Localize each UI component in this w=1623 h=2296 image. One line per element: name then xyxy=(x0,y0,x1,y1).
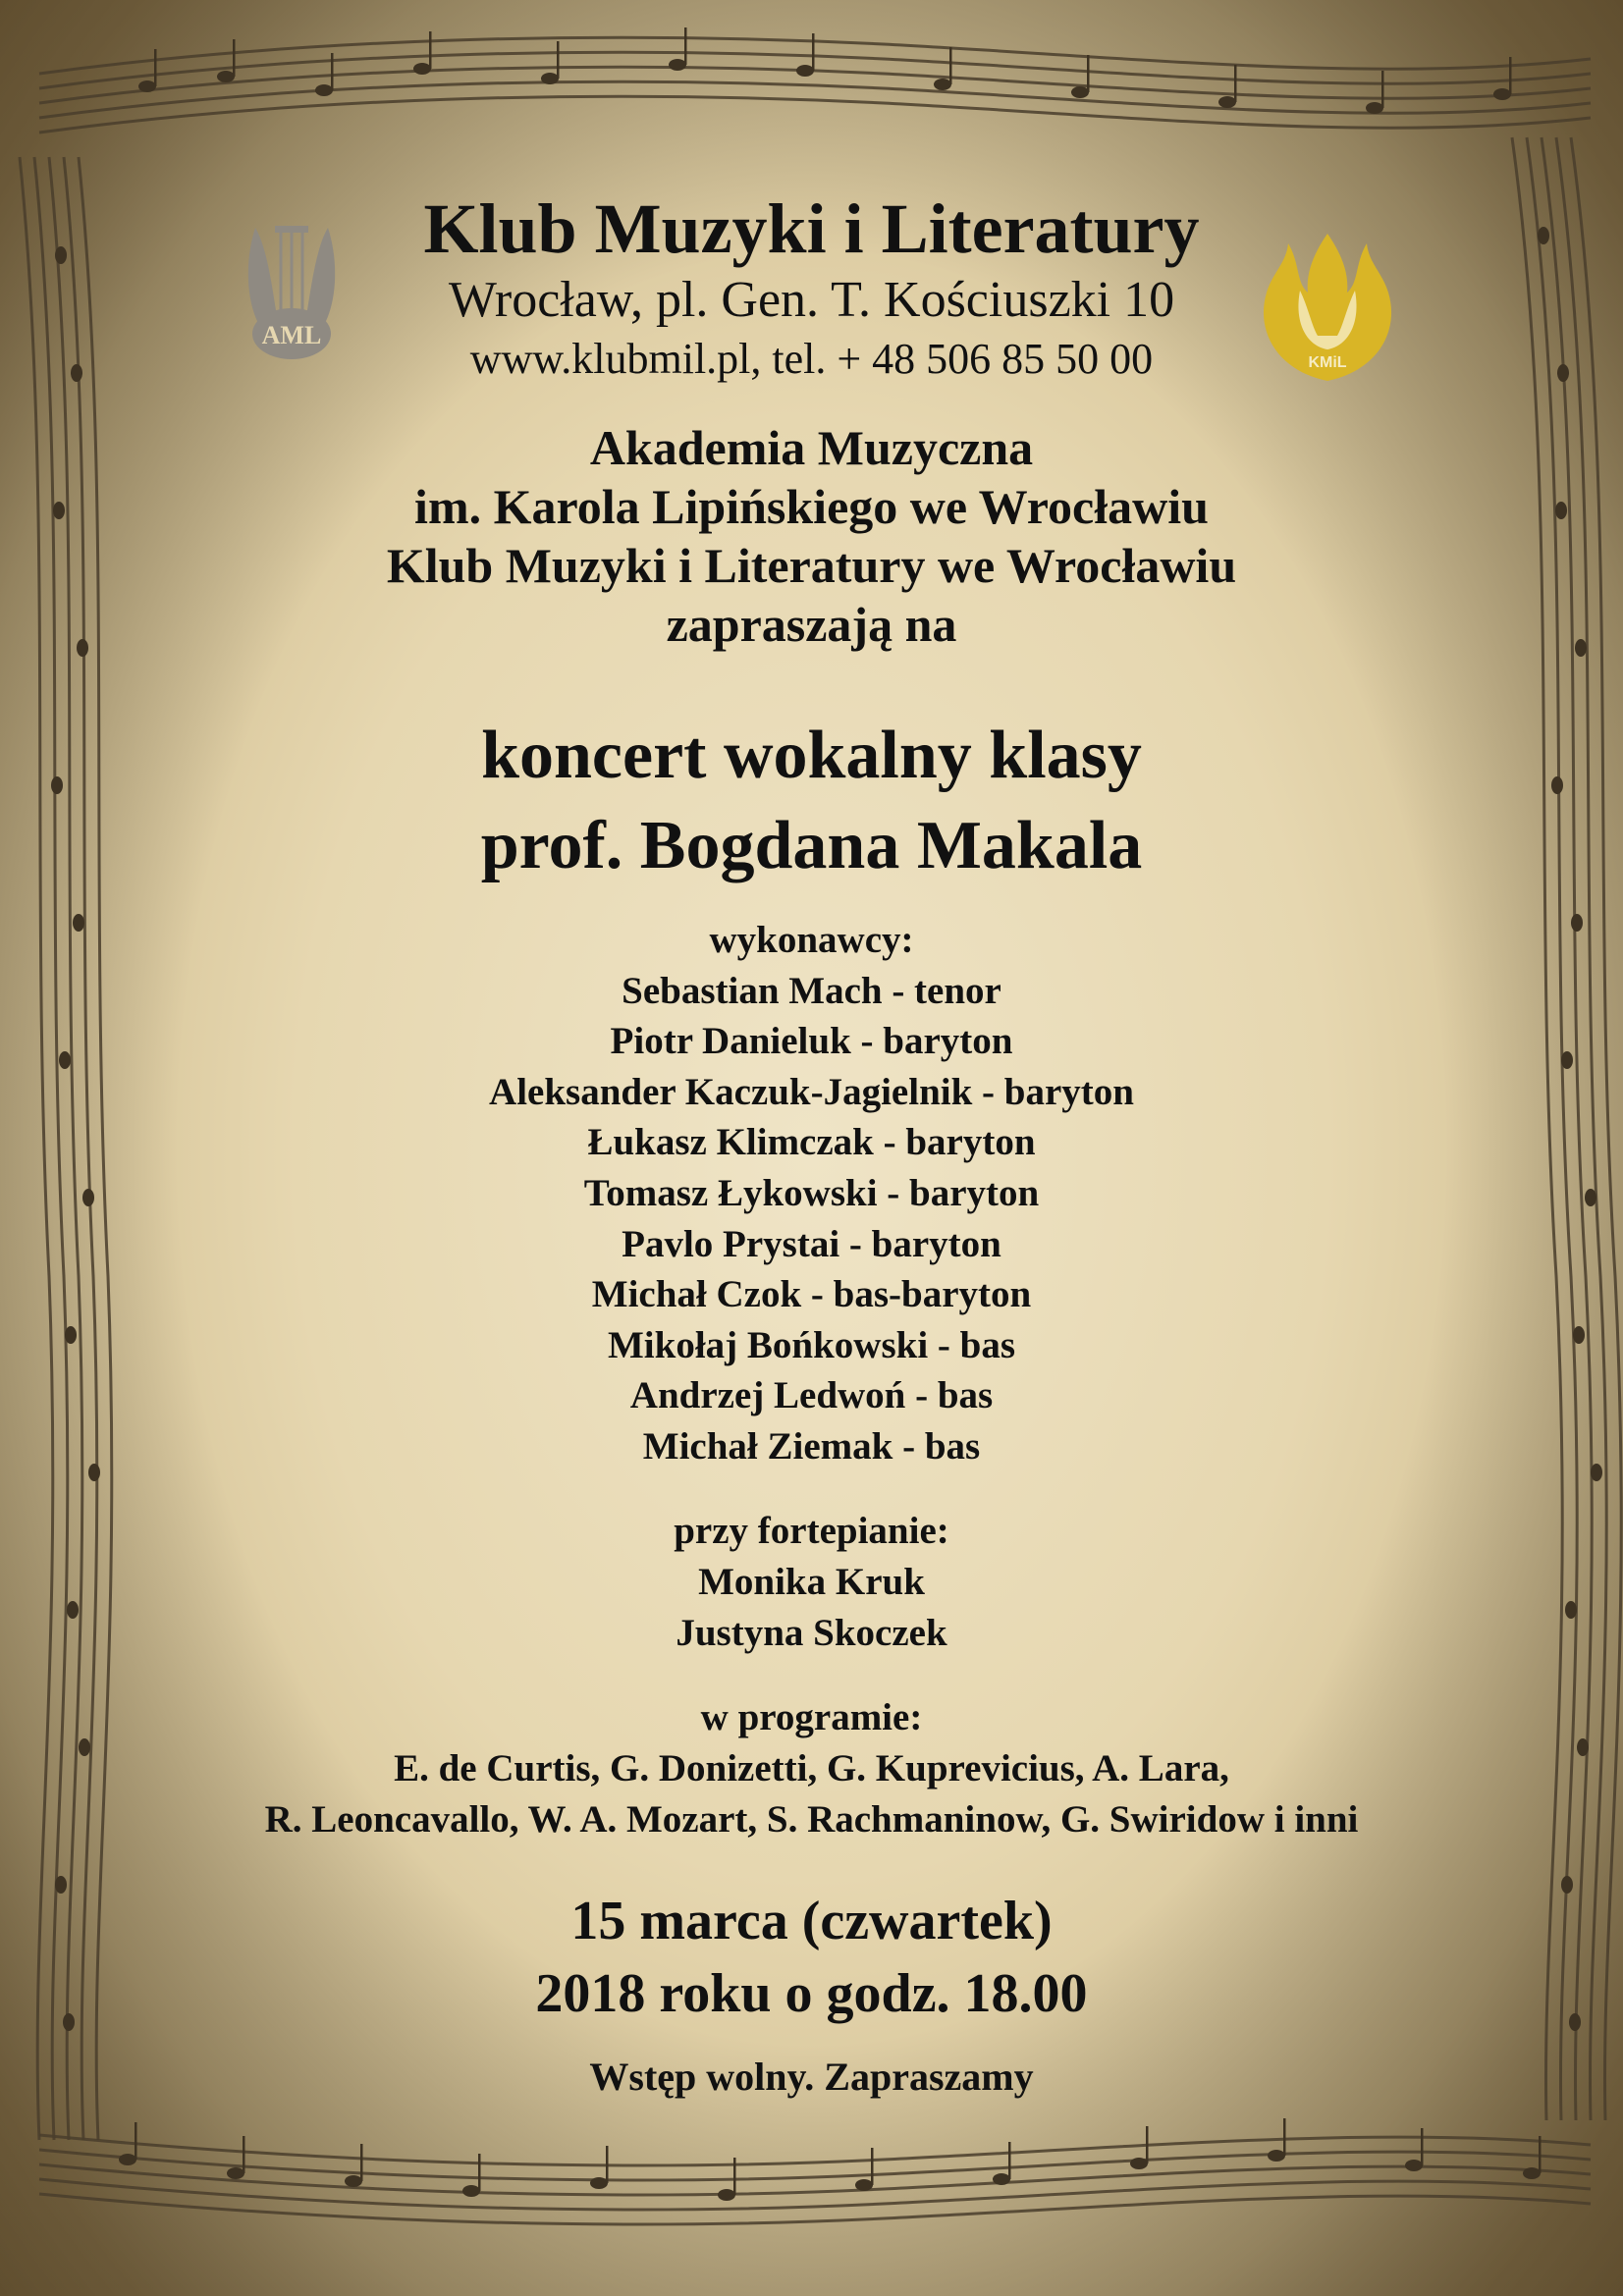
performer-item: Andrzej Ledwoń - bas xyxy=(629,1374,994,1417)
performer-item: Sebastian Mach - tenor xyxy=(622,969,1001,1012)
event-title-line1: koncert wokalny klasy xyxy=(481,718,1142,793)
performer-item: Łukasz Klimczak - baryton xyxy=(587,1121,1036,1164)
organizers-block xyxy=(0,418,1623,654)
program-composers-line2: R. Leoncavallo, W. A. Mozart, S. Rachmaninow, G. Swiridow i inni xyxy=(264,1798,1359,1841)
program-label: w programie: xyxy=(700,1696,923,1738)
performer-item: Michał Czok - bas-baryton xyxy=(591,1273,1032,1316)
performer-item: Mikołaj Bońkowski - bas xyxy=(607,1323,1016,1366)
invitation-line: zapraszają na xyxy=(666,597,957,652)
piano-block xyxy=(0,1506,1623,1659)
organizer-line: Klub Muzyki i Literatury we Wrocławiu xyxy=(386,538,1237,593)
performer-item: Michał Ziemak - bas xyxy=(642,1424,981,1468)
club-address: Wrocław, pl. Gen. T. Kościuszki 10 xyxy=(448,272,1175,328)
logo-right-text: KMiL xyxy=(1308,354,1347,371)
program-composers-line1: E. de Curtis, G. Donizetti, G. Kuprevicius, A. Lara, xyxy=(394,1747,1229,1789)
organizer-line: Akademia Muzyczna xyxy=(589,420,1034,475)
pianist-item: Justyna Skoczek xyxy=(676,1612,947,1654)
club-name: Klub Muzyki i Literatury xyxy=(423,189,1200,268)
performer-item: Tomasz Łykowski - baryton xyxy=(583,1171,1040,1214)
performers-label: wykonawcy: xyxy=(709,919,914,961)
event-title xyxy=(0,711,1623,891)
organizer-line: im. Karola Lipińskiego we Wrocławiu xyxy=(414,479,1209,534)
performer-item: Aleksander Kaczuk-Jagielnik - baryton xyxy=(489,1070,1134,1113)
event-date: 15 marca (czwartek) xyxy=(570,1891,1053,1951)
performers-block xyxy=(0,915,1623,1472)
program-block xyxy=(0,1692,1623,1845)
admission-note: Wstęp wolny. Zapraszamy xyxy=(589,2055,1034,2099)
logo-left-text: AML xyxy=(261,321,322,349)
piano-label: przy fortepianie: xyxy=(674,1510,949,1552)
club-contact: www.klubmil.pl, tel. + 48 506 85 50 00 xyxy=(469,335,1154,383)
performer-item: Piotr Danieluk - baryton xyxy=(610,1020,1013,1063)
event-datetime xyxy=(0,1885,1623,2030)
performer-item: Pavlo Prystai - baryton xyxy=(622,1222,1001,1265)
pianist-item: Monika Kruk xyxy=(698,1561,925,1603)
event-title-line2: prof. Bogdana Makala xyxy=(480,808,1143,883)
event-time: 2018 roku o godz. 18.00 xyxy=(535,1963,1088,2024)
